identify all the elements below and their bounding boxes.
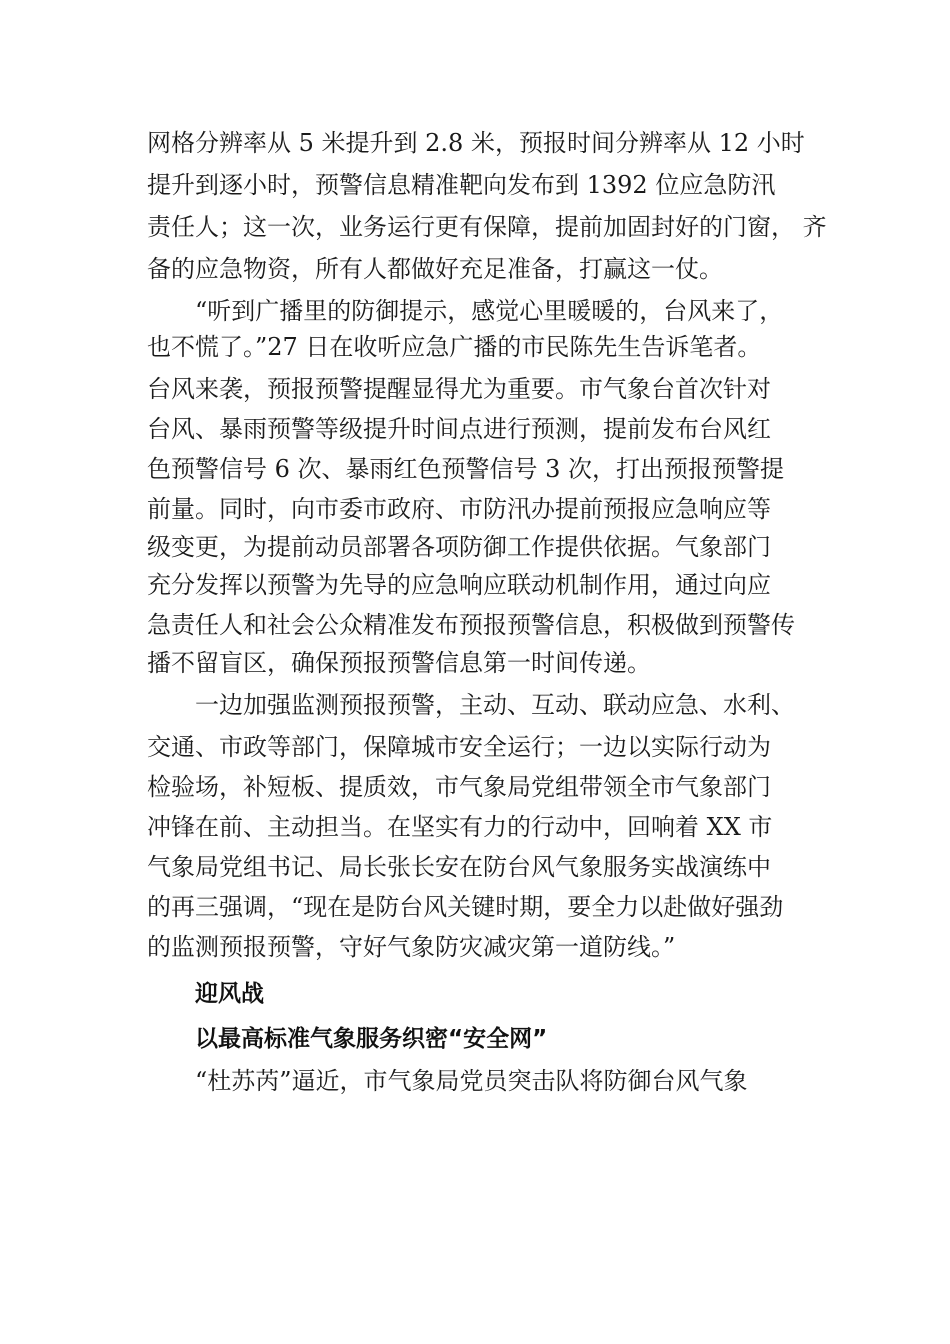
body-text-line: 级变更，为提前动员部署各项防御工作提供依据。气象部门 — [147, 533, 771, 561]
body-text-line: 提升到逐小时，预警信息精准靶向发布到 1392 位应急防汛 — [147, 171, 776, 199]
body-text-line: 检验场，补短板、提质效，市气象局党组带领全市气象部门 — [147, 773, 771, 801]
body-text-line: 网格分辨率从 5 米提升到 2.8 米，预报时间分辨率从 12 小时 — [147, 129, 805, 157]
body-text-line: 也不慌了。”27 日在收听应急广播的市民陈先生告诉笔者。 — [147, 333, 762, 361]
section-subheading: 以最高标准气象服务织密“安全网” — [195, 1026, 548, 1052]
body-text-line: 的再三强调，“现在是防台风关键时期，要全力以赴做好强劲 — [147, 893, 784, 921]
body-text-line: 前量。同时，向市委市政府、市防汛办提前预报应急响应等 — [147, 495, 771, 523]
body-text-line: 台风、暴雨预警等级提升时间点进行预测，提前发布台风红 — [147, 415, 771, 443]
body-text-line: 急责任人和社会公众精准发布预报预警信息，积极做到预警传 — [147, 611, 795, 639]
body-text-line: 台风来袭，预报预警提醒显得尤为重要。市气象台首次针对 — [147, 375, 771, 403]
body-text-line: 冲锋在前、主动担当。在坚实有力的行动中，回响着 XX 市 — [147, 813, 773, 841]
paragraph-start-line: “杜苏芮”逼近，市气象局党员突击队将防御台风气象 — [195, 1067, 748, 1095]
body-text-line: 备的应急物资，所有人都做好充足准备，打赢这一仗。 — [147, 255, 723, 283]
body-text-line: 的监测预报预警，守好气象防灾减灾第一道防线。” — [147, 933, 676, 961]
section-heading: 迎风战 — [195, 981, 264, 1007]
paragraph-start-line: 一边加强监测预报预警，主动、互动、联动应急、水利、 — [195, 691, 795, 719]
body-text-line: 色预警信号 6 次、暴雨红色预警信号 3 次，打出预报预警提 — [147, 455, 785, 483]
body-text-line: 责任人；这一次，业务运行更有保障，提前加固封好的门窗， 齐 — [147, 213, 827, 241]
body-text-line: 交通、市政等部门，保障城市安全运行；一边以实际行动为 — [147, 733, 771, 761]
body-text-line: 播不留盲区，确保预报预警信息第一时间传递。 — [147, 649, 651, 677]
body-text-line: 气象局党组书记、局长张长安在防台风气象服务实战演练中 — [147, 853, 771, 881]
body-text-line: 充分发挥以预警为先导的应急响应联动机制作用，通过向应 — [147, 571, 771, 599]
paragraph-start-line: “听到广播里的防御提示，感觉心里暖暖的，台风来了， — [195, 297, 784, 325]
